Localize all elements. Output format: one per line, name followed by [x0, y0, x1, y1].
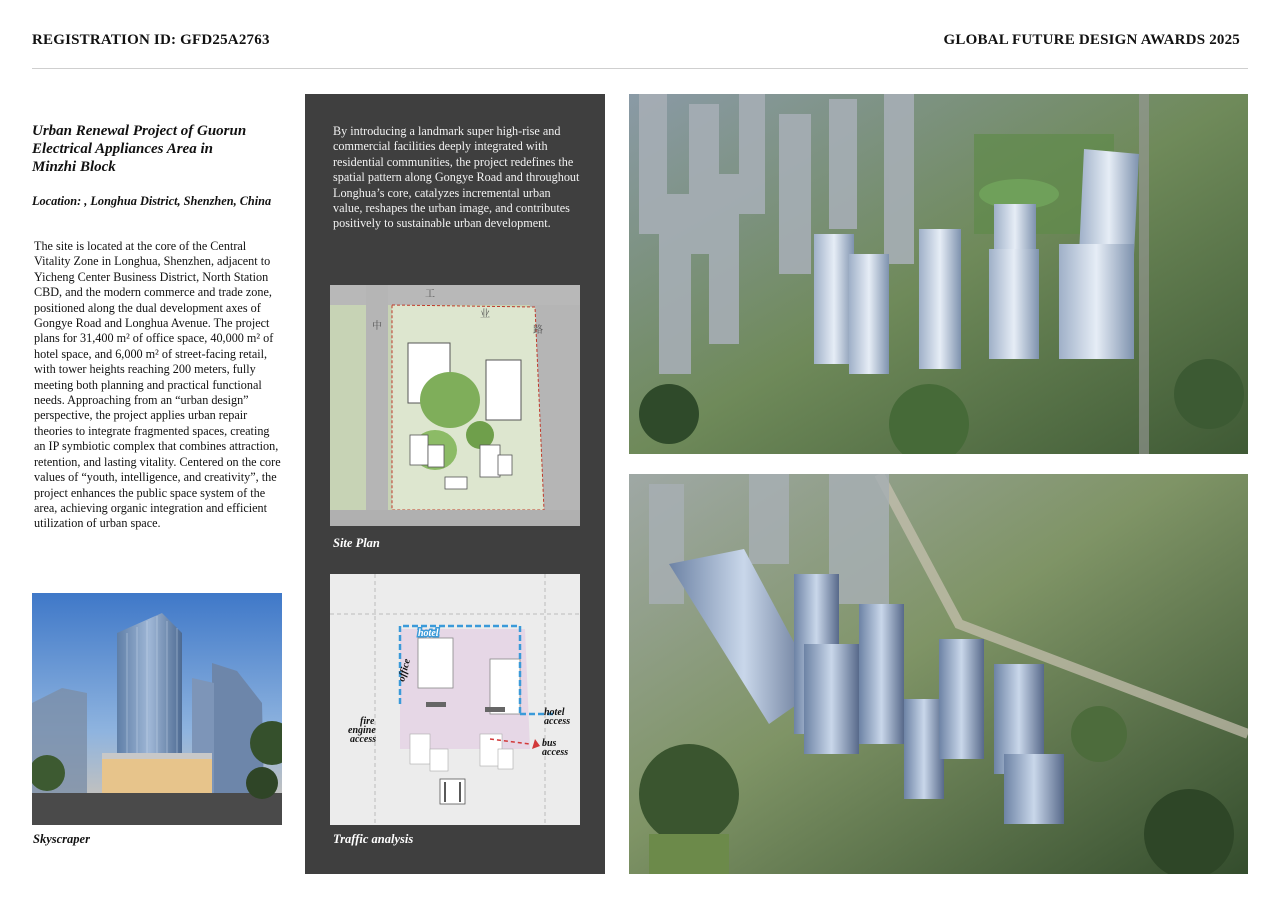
registration-id: REGISTRATION ID: GFD25A2763 [32, 32, 270, 48]
traffic-analysis-caption: Traffic analysis [333, 832, 414, 846]
traffic-label-bus-access: access [542, 747, 569, 758]
skyscraper-image [32, 593, 282, 825]
project-description: The site is located at the core of the Central Vitality Zone in Longhua, Shenzhen, adjacent to Yicheng Center Business District, North Station CBD, and the modern commerce and trade zone, positioned along the dual development axes of Gongye Road and Longhua Avenue. The project plans for 31,400 m² of office space, 40,000 m² of hotel space, and 6,000 m² of street-facing retail, with tower heights reaching 200 meters, fully meeting both planning and practical functional needs. Approaching from an “urban design” perspective, the project applies urban repair theories to integrate fragmented spaces, creating an IP symbiotic complex that combines attraction, retention, and lasting vitality. Centered on the core values of “youth, intelligence, and creativity”, the project enhances the public space system of the area, achieving organic integration and efficient utilization of urban space. [34, 239, 281, 531]
traffic-label-hotel-access: hotel [544, 707, 565, 718]
traffic-label-fire: engine [348, 725, 376, 736]
aerial-render-bottom-image [629, 474, 1248, 874]
project-title-line: Minzhi Block [32, 159, 116, 175]
traffic-label-fire: fire [360, 716, 375, 727]
skyscraper-caption: Skyscraper [33, 832, 90, 846]
traffic-label-hotel: hotel [418, 628, 439, 639]
site-plan-road-glyph: 工 [425, 289, 435, 300]
traffic-label-hotel-access: access [544, 716, 571, 727]
project-location: Location: , Longhua District, Shenzhen, China [32, 194, 272, 208]
site-plan-caption: Site Plan [333, 536, 380, 550]
site-plan-image [330, 285, 580, 526]
traffic-label-fire: access [350, 734, 377, 745]
aerial-render-top-image [629, 94, 1248, 454]
header-divider [32, 68, 1248, 69]
project-title [32, 122, 282, 176]
site-plan-road-glyph: 中 [372, 321, 382, 332]
site-plan-road-glyph: 业 [480, 309, 490, 320]
project-title-line: Urban Renewal Project of Guorun [32, 123, 247, 139]
traffic-label-bus-access: bus [542, 738, 557, 749]
traffic-analysis-image [330, 574, 580, 825]
traffic-label-office: office [396, 657, 413, 683]
panel-intro-text: By introducing a landmark super high-rise and commercial facilities deeply integrated with residential communities, the project redefines the spatial pattern along Gongye Road and throughout Longhua’s core, catalyzes incremental urban value, reshapes the urban image, and contributes positively to sustainable urban development. [333, 124, 580, 231]
award-title: GLOBAL FUTURE DESIGN AWARDS 2025 [943, 32, 1240, 48]
project-title-line: Electrical Appliances Area in [32, 141, 213, 157]
site-plan-road-glyph: 路 [533, 325, 543, 336]
